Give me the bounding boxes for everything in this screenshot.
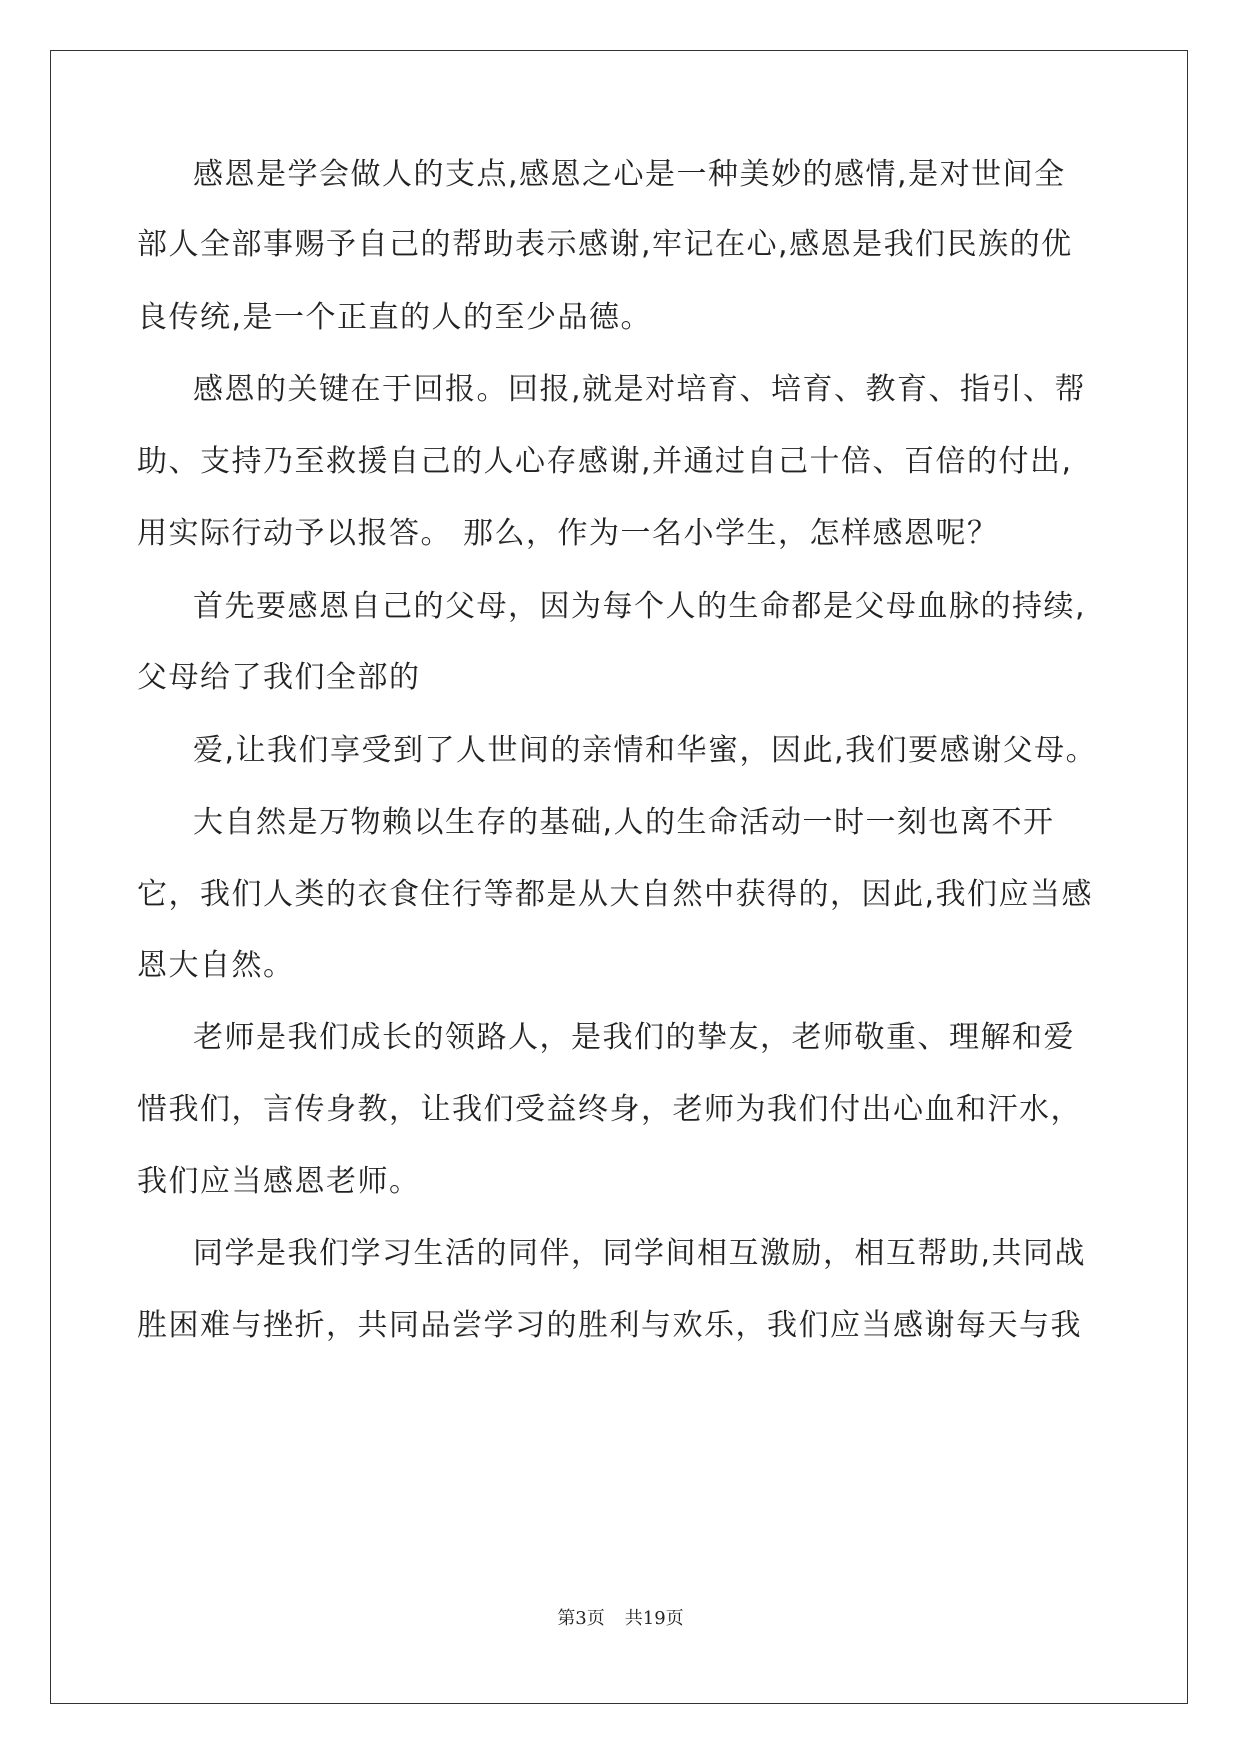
text-line: 我们应当感恩老师。 [137, 1164, 421, 1199]
page-footer [0, 1607, 1241, 1631]
total-pages: 共19页 [624, 1608, 684, 1629]
text-line: 大自然是万物赖以生存的基础,人的生命活动一时一刻也离不开 [193, 805, 1055, 840]
text-line: 助、支持乃至救援自己的人心存感谢,并通过自己十倍、百倍的付出, [137, 444, 1073, 479]
text-line: 用实际行动予以报答。 那么，作为一名小学生，怎样感恩呢？ [137, 516, 999, 551]
text-line: 父母给了我们全部的 [137, 660, 421, 695]
text-line: 爱,让我们享受到了人世间的亲情和华蜜，因此,我们要感谢父母。 [193, 733, 1098, 768]
text-line: 良传统,是一个正直的人的至少品德。 [137, 300, 653, 335]
text-line: 恩大自然。 [137, 948, 295, 983]
text-line: 惜我们，言传身教，让我们受益终身，老师为我们付出心血和汗水， [137, 1092, 1082, 1127]
text-line: 感恩的关键在于回报。回报,就是对培育、培育、教育、指引、帮 [193, 372, 1087, 407]
text-line: 同学是我们学习生活的同伴，同学间相互激励，相互帮助,共同战 [193, 1236, 1087, 1271]
text-line: 它，我们人类的衣食住行等都是从大自然中获得的，因此,我们应当感 [137, 877, 1094, 912]
text-line: 胜困难与挫折，共同品尝学习的胜利与欢乐，我们应当感谢每天与我 [137, 1308, 1082, 1343]
text-line: 首先要感恩自己的父母，因为每个人的生命都是父母血脉的持续, [193, 589, 1087, 624]
text-line: 部人全部事赐予自己的帮助表示感谢,牢记在心,感恩是我们民族的优 [137, 227, 1073, 262]
page-number: 第3页 [557, 1608, 605, 1629]
text-line: 老师是我们成长的领路人，是我们的挚友，老师敬重、理解和爱 [193, 1020, 1075, 1055]
text-line: 感恩是学会做人的支点,感恩之心是一种美妙的感情,是对世间全 [193, 157, 1066, 192]
